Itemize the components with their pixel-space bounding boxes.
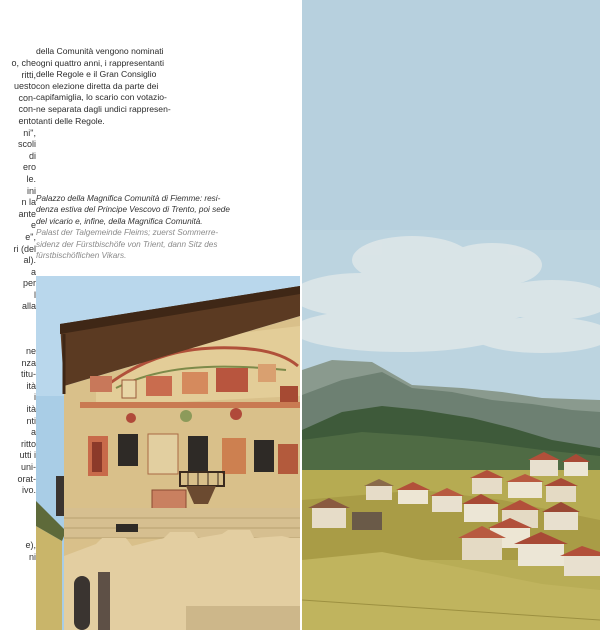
margin-fragments-lower xyxy=(0,346,36,497)
margin-fragment: ri (del xyxy=(13,243,36,254)
body-line: tanti delle Regole. xyxy=(36,115,105,126)
margin-fragment: i xyxy=(34,392,36,403)
margin-fragment: o, che xyxy=(11,58,36,68)
margin-fragment: di xyxy=(28,150,36,161)
margin-fragment: a xyxy=(30,427,36,438)
photo-caption xyxy=(36,193,246,261)
caption-german-line: fürstbischöflichen Vikars. xyxy=(36,251,127,261)
caption-italian-line: denza estiva del Principe Vescovo di Trento, poi sede xyxy=(36,205,230,215)
caption-german-line: Palast der Talgemeinde Fleims; zuerst Sommerre- xyxy=(36,228,219,238)
palazzo-window xyxy=(254,440,274,472)
palazzo-photo xyxy=(36,276,300,630)
margin-fragment: e), xyxy=(25,540,36,550)
margin-fragment: nza xyxy=(21,357,36,368)
palazzo-window xyxy=(118,434,138,466)
margin-fragment: ante xyxy=(18,208,36,219)
margin-fragment: alla xyxy=(21,301,36,312)
margin-fragment: scoli xyxy=(17,139,36,150)
margin-fragment: ità xyxy=(26,380,36,391)
margin-fragment: ità xyxy=(26,403,36,414)
body-line: delle Regole e il Gran Consiglio xyxy=(36,69,157,80)
side-building xyxy=(36,526,62,630)
margin-fragment: e", xyxy=(25,231,36,242)
margin-fragment: ento xyxy=(18,115,36,126)
margin-fragment: n la xyxy=(21,197,36,208)
margin-fragment: orat- xyxy=(17,473,36,484)
margin-fragment: ritto xyxy=(20,438,36,449)
margin-fragment: ni", xyxy=(23,127,36,138)
margin-fragment: con- xyxy=(18,92,36,103)
margin-fragment: con- xyxy=(18,104,36,115)
body-line: della Comunità vengono nominati xyxy=(36,46,164,56)
margin-fragment: le. xyxy=(26,173,36,184)
caption-italian-line: Palazzo della Magnifica Comunità di Fiemme: resi- xyxy=(36,194,221,203)
margin-fragment: a xyxy=(30,266,36,277)
body-line: ogni quattro anni, i rappresentanti xyxy=(36,57,165,68)
margin-fragments xyxy=(0,58,36,313)
palazzo-window xyxy=(188,436,208,472)
margin-fragment: al). xyxy=(23,255,36,266)
margin-fragment: uni- xyxy=(20,461,36,472)
margin-fragment: titu- xyxy=(20,369,36,380)
margin-fragments-bottom2 xyxy=(0,540,36,563)
margin-fragment: nti xyxy=(26,415,36,426)
margin-fragment: ini xyxy=(26,185,36,196)
body-line: capifamiglia, lo scario con votazio- xyxy=(36,92,167,103)
margin-fragment: l xyxy=(34,289,36,300)
body-line: ne separata dagli undici rappresen- xyxy=(36,103,171,114)
body-paragraph xyxy=(36,46,186,127)
vintage-postcard-plate xyxy=(302,0,600,630)
margin-fragment: ivo. xyxy=(21,485,36,496)
margin-fragment: per xyxy=(22,278,36,289)
body-line: con elezione diretta da parte dei xyxy=(36,80,159,91)
margin-fragment: e xyxy=(30,220,36,231)
margin-fragment: ne xyxy=(25,346,36,356)
caption-german-line: sidenz der Fürstbischöfe von Trient, dann Sitz des xyxy=(36,239,218,249)
margin-fragment: utti i xyxy=(19,450,36,461)
margin-fragment: ni xyxy=(28,551,36,562)
margin-fragment: ritti, xyxy=(21,69,36,80)
margin-fragment: uesto xyxy=(13,81,36,92)
caption-italian-line: del vicario e, infine, della Magnifica Comunità. xyxy=(36,216,203,226)
margin-fragment: ero xyxy=(22,162,36,173)
